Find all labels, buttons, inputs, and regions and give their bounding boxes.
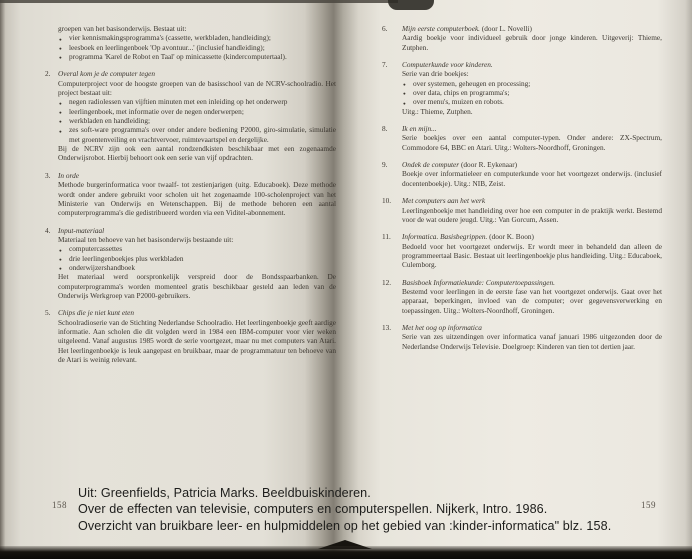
list-item [382, 323, 662, 351]
item-body [58, 308, 336, 364]
bullet-list [58, 244, 336, 272]
item-number: 12. [382, 277, 392, 287]
caption-line: Over de effecten van televisie, computers en computerspellen. Nijkerk, Intro. 1986. [78, 502, 548, 517]
caption-line: Uit: Greenfields, Patricia Marks. Beeldbuiskinderen. [78, 486, 371, 500]
left-page-items [45, 24, 336, 364]
list-item [45, 69, 336, 162]
item-text: Schoolradioserie van de Stichting Nederlandse Schoolradio. Het leerlingenboekje geeft aardige informatie. Aan scholen die dit volgden werd in 1984 een IBM-computer voor vier weken uitgeleend. Vanaf augustus 1985 wordt de serie voortgezet, maar nu met computers van Atari. Het leerlingenboekje is leuk aangepast en bruikbaar, maar de programmatuur ten behoeve van de Atari is weinig relevant. [58, 317, 336, 364]
bullet-item: ● leesboek en leerlingenboek 'Op avontuur...' (inclusief handleiding); [58, 43, 336, 52]
item-text: Computerproject voor de hoogste groepen van de basisschool van de NCRV-schoolradio. Het project bestaat uit: [58, 78, 336, 98]
item-text: Bij de NCRV zijn ook een aantal rondzendkisten beschikbaar met een zogenaamde Onderwijsrobot. Hierbij behoort ook een serie van vijf opdrachten. [58, 144, 336, 163]
bullet-list [58, 33, 336, 61]
right-page-items [382, 24, 662, 351]
item-title: Overal kom je de computer tegen [58, 69, 156, 79]
list-item [382, 196, 662, 224]
caption-line: Overzicht van bruikbare leer- en hulpmiddelen op het gebied van :kinder-informatica" blz. 158. [78, 518, 612, 533]
item-title: Met het oog op informatica [402, 322, 482, 332]
item-title: Ik en mijn... [402, 124, 437, 134]
left-page [45, 24, 336, 372]
page-number-left: 158 [52, 500, 67, 510]
item-title: Computerkunde voor kinderen. [402, 60, 493, 70]
item-text: Aardig boekje voor individueel gebruik door jonge kinderen. Uitgeverij: Thieme, Zutphen. [402, 33, 662, 52]
list-item [382, 278, 662, 315]
bullet-item: ● werkbladen en handleiding; [58, 116, 336, 125]
page-number-right: 159 [641, 500, 656, 510]
list-item [45, 171, 336, 218]
item-text: groepen van het basisonderwijs. Bestaat uit: [58, 24, 187, 33]
item-number: 13. [382, 322, 392, 332]
item-text: Serie van drie boekjes: [402, 69, 469, 79]
item-title: Met computers aan het werk [402, 196, 486, 206]
scan-bottom-edge [0, 546, 692, 559]
bullet-list [402, 79, 662, 107]
bullet-item: ● vier kennismakingsprogramma's (cassette, werkbladen, handleiding); [58, 33, 336, 42]
bullet-item: ● computercassettes [58, 244, 336, 253]
item-title: In orde [58, 170, 80, 180]
item-number: 7. [382, 60, 388, 70]
item-text: Uitg.: Thieme, Zutphen. [402, 106, 473, 116]
list-item [382, 124, 662, 152]
item-body [402, 160, 662, 188]
list-item [45, 24, 336, 61]
item-number: 6. [382, 24, 388, 33]
item-number [45, 24, 58, 61]
item-body [402, 124, 662, 152]
item-title: Informatica. Basisbegrippen. (door K. Boon) [402, 232, 534, 242]
bullet-item: ● zes soft-ware programma's over onder andere bediening P2000, giro-simulatie, simulatie met groentenveiling en vrachtvervoer, ruimtevaartspel en dergelijke. [58, 125, 336, 144]
bullet-item: ● over systemen, geheugen en processing; [402, 79, 662, 88]
item-text: Methode burgerinformatica voor twaalf- tot zestienjarigen (uitg. Educaboek). Deze methode wordt onder andere gebruikt voor scholen uit het zogenaamde 100-scholenproject van het Ministerie van Onderwijs en Wetenschappen. Bij de methode behoren een aantal computerprogramma's die gedistribueerd worden via een Viditel-abonnement. [58, 180, 336, 218]
list-item [382, 24, 662, 52]
item-title: Ondek de computer (door R. Eykenaar) [402, 160, 518, 170]
right-page [382, 24, 662, 359]
list-item [382, 232, 662, 269]
item-number: 2. [45, 69, 51, 79]
item-body [402, 232, 662, 269]
item-title: Mijn eerste computerboek. (door L. Novelli) [402, 24, 532, 33]
item-number: 5. [45, 308, 51, 318]
item-number: 8. [382, 124, 388, 134]
item-text: Serie van zes uitzendingen over informatica vanaf januari 1986 uitgezonden door de Nederlandse Onderwijs Televisie. Doelgroep: Kinderen van tien tot dertien jaar. [402, 332, 662, 351]
item-number: 10. [382, 196, 392, 206]
item-body [402, 196, 662, 224]
list-item [45, 226, 336, 301]
bullet-item: ● negen radiolessen van vijftien minuten met een inleiding op het onderwerp [58, 97, 336, 106]
item-text: Materiaal ten behoeve van het basisonderwijs bestaande uit: [58, 234, 234, 244]
bullet-list [58, 97, 336, 144]
item-text: Het materiaal werd oorspronkelijk verspreid door de Bondsspaarbanken. De computerprogramma's worden momenteel gratis beschikbaar gesteld aan leden van de Onderwijs Werkgroep van P2000-gebruikers. [58, 272, 336, 300]
item-body [58, 69, 336, 162]
item-text: Bedoeld voor het voortgezet onderwijs. Er wordt meer in behandeld dan alleen de programmeertaal Basic. Bestaat uit leerlingenboekje plus handleiding. Uitg.: Educaboek, Culemborg. [402, 241, 662, 270]
item-text: Leerlingenboekje met handleiding over hoe een computer in de praktijk werkt. Bestemd voor de wat oudere jeugd. Uitg.: Van Gorcum, Assen. [402, 205, 662, 224]
bullet-item: ● leerlingenboek, met informatie over de negen onderwerpen; [58, 107, 336, 116]
caption [78, 485, 678, 534]
bullet-item: ● onderwijzershandboek [58, 263, 336, 272]
item-body [402, 278, 662, 315]
bullet-item: ● programma 'Karel de Robot en Taal' op minicassette (kindercomputertaal). [58, 52, 336, 61]
item-number: 9. [382, 160, 388, 170]
item-body [58, 226, 336, 301]
item-number: 4. [45, 225, 51, 235]
item-number: 11. [382, 232, 391, 242]
bullet-item: ● over data, chips en programma's; [402, 88, 662, 97]
list-item [382, 160, 662, 188]
item-body [402, 323, 662, 351]
item-title: Chips die je niet kunt eten [58, 308, 134, 318]
bullet-item: ● over menu's, muizen en robots. [402, 97, 662, 106]
list-item [382, 60, 662, 116]
item-text: Serie boekjes over een aantal computer-typen. Onder andere: ZX-Spectrum, Commodore 64, BBC en Atari. Uitg.: Wolters-Noordhoff, Groningen. [402, 133, 662, 152]
list-item [45, 308, 336, 364]
item-text: Boekje over informatieleer en computerkunde voor het voortgezet onderwijs. (inclusief docentenboekje). Uitg.: NIB, Zeist. [402, 169, 662, 188]
item-body [402, 60, 662, 116]
item-body [58, 171, 336, 218]
item-number: 3. [45, 170, 51, 180]
bullet-item: ● drie leerlingenboekjes plus werkbladen [58, 254, 336, 263]
item-body [402, 24, 662, 52]
item-title: Input-materiaal [58, 225, 105, 235]
item-body [58, 24, 336, 61]
spine-top-shadow [388, 0, 434, 10]
item-text: Bestemd voor leerlingen in de eerste fase van het voortgezet onderwijs. Gaat over het apparaat, beperkingen, invloed van de computer; over gegevensverwerking en toepassingen. Uitg.: Wolters-Noordhoff, Groningen. [402, 286, 662, 315]
item-title: Basisboek Informatiekunde: Computertoepassingen. [402, 277, 556, 287]
scan-top-edge [0, 0, 398, 3]
